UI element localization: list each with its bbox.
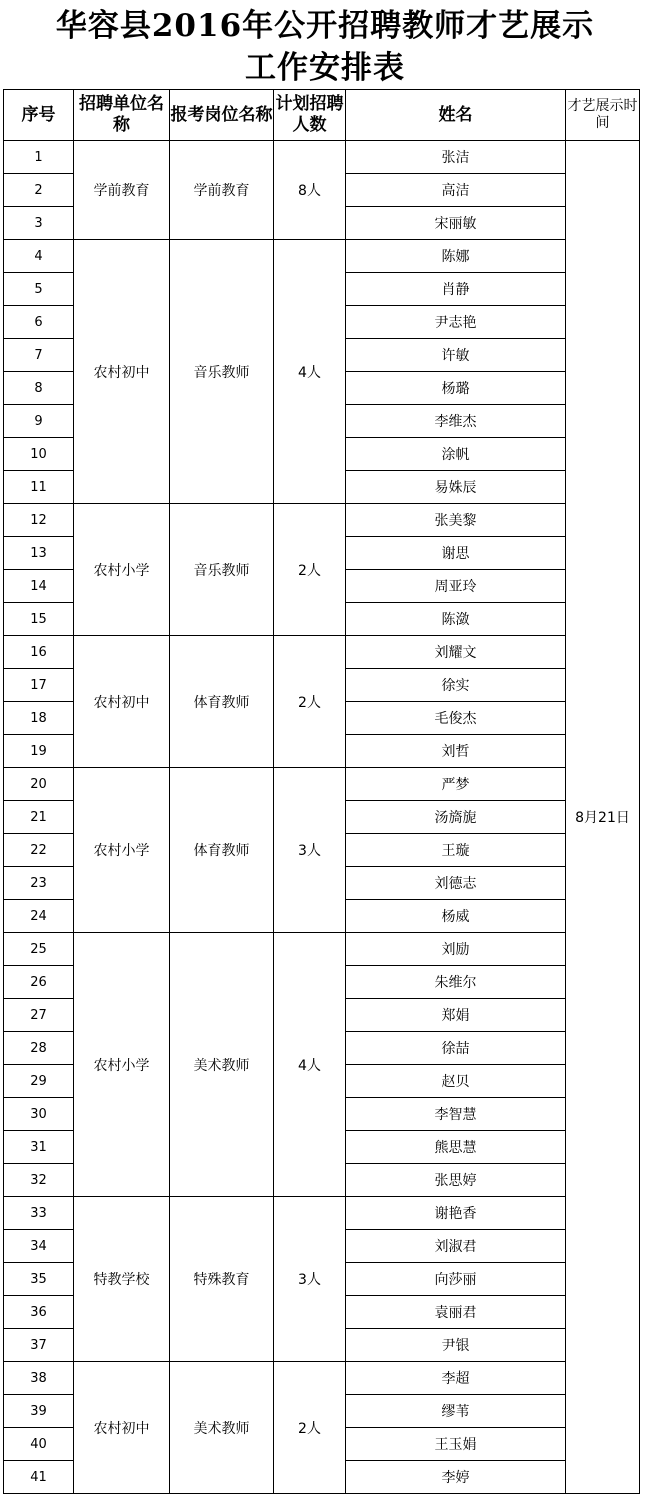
header-unit: 招聘单位名称 xyxy=(74,90,170,141)
table-row xyxy=(4,933,640,966)
table-row xyxy=(4,636,640,669)
name-cell: 李超 xyxy=(346,1362,566,1395)
seq-cell: 20 xyxy=(4,768,74,801)
schedule-table xyxy=(3,89,640,1494)
name-cell: 尹银 xyxy=(346,1329,566,1362)
table-row xyxy=(4,141,640,174)
name-cell: 刘德志 xyxy=(346,867,566,900)
seq-cell: 16 xyxy=(4,636,74,669)
seq-cell: 25 xyxy=(4,933,74,966)
name-cell: 毛俊杰 xyxy=(346,702,566,735)
header-post: 报考岗位名称 xyxy=(170,90,274,141)
name-cell: 严梦 xyxy=(346,768,566,801)
unit-cell: 农村小学 xyxy=(74,504,170,636)
seq-cell: 1 xyxy=(4,141,74,174)
post-cell: 体育教师 xyxy=(170,768,274,933)
seq-cell: 41 xyxy=(4,1461,74,1494)
seq-cell: 9 xyxy=(4,405,74,438)
page-title: 华容县2016年公开招聘教师才艺展示 xyxy=(55,8,595,44)
seq-cell: 31 xyxy=(4,1131,74,1164)
unit-cell: 农村初中 xyxy=(74,636,170,768)
name-cell: 刘耀文 xyxy=(346,636,566,669)
unit-cell: 农村初中 xyxy=(74,240,170,504)
name-cell: 缪苇 xyxy=(346,1395,566,1428)
unit-cell: 农村初中 xyxy=(74,1362,170,1494)
seq-cell: 6 xyxy=(4,306,74,339)
plan-cell: 2人 xyxy=(274,504,346,636)
seq-cell: 26 xyxy=(4,966,74,999)
post-cell: 音乐教师 xyxy=(170,504,274,636)
name-cell: 许敏 xyxy=(346,339,566,372)
table-row xyxy=(4,768,640,801)
name-cell: 朱维尔 xyxy=(346,966,566,999)
name-cell: 杨璐 xyxy=(346,372,566,405)
post-cell: 特殊教育 xyxy=(170,1197,274,1362)
table-header-row xyxy=(4,90,640,141)
table-row xyxy=(4,1362,640,1395)
name-cell: 高洁 xyxy=(346,174,566,207)
header-time: 才艺展示时间 xyxy=(566,90,640,141)
name-cell: 汤旖旎 xyxy=(346,801,566,834)
name-cell: 王璇 xyxy=(346,834,566,867)
seq-cell: 13 xyxy=(4,537,74,570)
seq-cell: 37 xyxy=(4,1329,74,1362)
seq-cell: 5 xyxy=(4,273,74,306)
seq-cell: 18 xyxy=(4,702,74,735)
unit-cell: 农村小学 xyxy=(74,933,170,1197)
name-cell: 刘哲 xyxy=(346,735,566,768)
name-cell: 涂帆 xyxy=(346,438,566,471)
page-subtitle: 工作安排表 xyxy=(245,50,405,86)
seq-cell: 8 xyxy=(4,372,74,405)
post-cell: 音乐教师 xyxy=(170,240,274,504)
name-cell: 向莎丽 xyxy=(346,1263,566,1296)
seq-cell: 36 xyxy=(4,1296,74,1329)
plan-cell: 2人 xyxy=(274,636,346,768)
table-row xyxy=(4,1197,640,1230)
unit-cell: 特教学校 xyxy=(74,1197,170,1362)
name-cell: 谢思 xyxy=(346,537,566,570)
name-cell: 熊思慧 xyxy=(346,1131,566,1164)
header-seq: 序号 xyxy=(4,90,74,141)
seq-cell: 12 xyxy=(4,504,74,537)
seq-cell: 4 xyxy=(4,240,74,273)
seq-cell: 28 xyxy=(4,1032,74,1065)
name-cell: 张美黎 xyxy=(346,504,566,537)
name-cell: 王玉娟 xyxy=(346,1428,566,1461)
seq-cell: 40 xyxy=(4,1428,74,1461)
name-cell: 陈娜 xyxy=(346,240,566,273)
seq-cell: 21 xyxy=(4,801,74,834)
seq-cell: 34 xyxy=(4,1230,74,1263)
name-cell: 易姝辰 xyxy=(346,471,566,504)
name-cell: 肖静 xyxy=(346,273,566,306)
plan-cell: 4人 xyxy=(274,933,346,1197)
seq-cell: 19 xyxy=(4,735,74,768)
header-name: 姓名 xyxy=(346,90,566,141)
show-time-cell: 8月21日 xyxy=(566,141,640,1494)
name-cell: 徐喆 xyxy=(346,1032,566,1065)
plan-cell: 3人 xyxy=(274,768,346,933)
seq-cell: 27 xyxy=(4,999,74,1032)
name-cell: 徐实 xyxy=(346,669,566,702)
seq-cell: 2 xyxy=(4,174,74,207)
seq-cell: 11 xyxy=(4,471,74,504)
seq-cell: 29 xyxy=(4,1065,74,1098)
post-cell: 学前教育 xyxy=(170,141,274,240)
name-cell: 宋丽敏 xyxy=(346,207,566,240)
name-cell: 张洁 xyxy=(346,141,566,174)
table-row xyxy=(4,240,640,273)
seq-cell: 32 xyxy=(4,1164,74,1197)
seq-cell: 14 xyxy=(4,570,74,603)
seq-cell: 22 xyxy=(4,834,74,867)
name-cell: 陈潋 xyxy=(346,603,566,636)
seq-cell: 30 xyxy=(4,1098,74,1131)
seq-cell: 10 xyxy=(4,438,74,471)
seq-cell: 3 xyxy=(4,207,74,240)
name-cell: 谢艳香 xyxy=(346,1197,566,1230)
name-cell: 李婷 xyxy=(346,1461,566,1494)
seq-cell: 39 xyxy=(4,1395,74,1428)
seq-cell: 38 xyxy=(4,1362,74,1395)
plan-cell: 2人 xyxy=(274,1362,346,1494)
unit-cell: 学前教育 xyxy=(74,141,170,240)
name-cell: 李维杰 xyxy=(346,405,566,438)
name-cell: 郑娟 xyxy=(346,999,566,1032)
post-cell: 美术教师 xyxy=(170,933,274,1197)
seq-cell: 35 xyxy=(4,1263,74,1296)
name-cell: 刘淑君 xyxy=(346,1230,566,1263)
name-cell: 袁丽君 xyxy=(346,1296,566,1329)
post-cell: 体育教师 xyxy=(170,636,274,768)
name-cell: 周亚玲 xyxy=(346,570,566,603)
table-row xyxy=(4,504,640,537)
name-cell: 刘励 xyxy=(346,933,566,966)
table-body xyxy=(4,141,640,1494)
header-plan: 计划招聘人数 xyxy=(274,90,346,141)
plan-cell: 4人 xyxy=(274,240,346,504)
plan-cell: 8人 xyxy=(274,141,346,240)
seq-cell: 17 xyxy=(4,669,74,702)
seq-cell: 33 xyxy=(4,1197,74,1230)
unit-cell: 农村小学 xyxy=(74,768,170,933)
name-cell: 赵贝 xyxy=(346,1065,566,1098)
seq-cell: 7 xyxy=(4,339,74,372)
seq-cell: 15 xyxy=(4,603,74,636)
name-cell: 尹志艳 xyxy=(346,306,566,339)
name-cell: 李智慧 xyxy=(346,1098,566,1131)
seq-cell: 23 xyxy=(4,867,74,900)
name-cell: 杨威 xyxy=(346,900,566,933)
plan-cell: 3人 xyxy=(274,1197,346,1362)
seq-cell: 24 xyxy=(4,900,74,933)
name-cell: 张思婷 xyxy=(346,1164,566,1197)
post-cell: 美术教师 xyxy=(170,1362,274,1494)
